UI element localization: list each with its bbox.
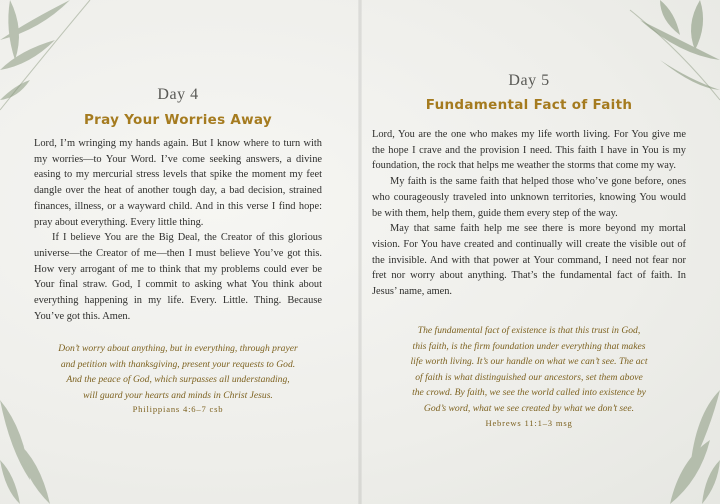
left-page	[34, 0, 322, 504]
scripture-quote	[372, 323, 686, 428]
devotion-body	[34, 136, 322, 324]
verse-line: of faith is what distinguished our ancestors, set them above	[415, 371, 643, 383]
paragraph: Lord, I’m wringing my hands again. But I know where to turn with my worries—to Your Word. I’ve come seeking answers, a divine easing to my mercurial stress levels that spike the moment my feet dangle over the heat of another tough day, a bad decision, strained finances, illness, or a wayward child. And in this verse I find hope: pray about everything. Every little thing.	[34, 138, 322, 228]
devotion-title: Pray Your Worries Away	[83, 112, 273, 128]
verse-line: the crowd. By faith, we see the world called into existence by	[412, 387, 646, 399]
right-page	[372, 0, 686, 504]
verse-line: Don’t worry about anything, but in everything, through prayer	[58, 343, 298, 354]
page-gutter	[358, 0, 362, 504]
devotion-body	[372, 127, 686, 300]
scripture-quote	[34, 341, 322, 414]
verse-line: And the peace of God, which surpasses all understanding,	[66, 374, 290, 386]
paragraph: Lord, You are the one who makes my life worth living. For You give me the hope I crave and the provision I need. This faith I have in You is my foundation, the rock that helps me weather the storms that come my way.	[372, 129, 686, 172]
verse-line: God’s word, what we see created by what we don’t see.	[423, 402, 635, 414]
verse-line: will guard your hearts and minds in Christ Jesus.	[83, 389, 273, 401]
verse-line: The fundamental fact of existence is that this trust in God,	[417, 325, 641, 336]
verse-reference: Hebrews 11:1–3 msg	[485, 417, 573, 428]
verse-line: life worth living. It’s our handle on what we can’t see. The act	[410, 356, 648, 368]
verse-line: this faith, is the firm foundation under everything that makes	[412, 340, 646, 352]
devotion-title: Fundamental Fact of Faith	[425, 97, 633, 113]
paragraph: If I believe You are the Big Deal, the Creator of this glorious universe—the Creator of me—then I must believe You’ve got this. How very arrogant of me to think that my problems could ever be Your final straw. God, I commit to asking what You think about everything happening in my life. Every. Little. Thing. Because You’ve got this. Amen.	[34, 232, 322, 322]
paragraph: May that same faith help me see there is more beyond my mortal vision. For You have created and continually will create the visible out of the invisible. And with that power at Your command, I need not fear nor fret nor worry about anything. That’s the fundamental fact of faith. In Jesus’ name, amen.	[372, 223, 686, 298]
day-label: Day 4	[157, 86, 199, 103]
day-label: Day 5	[508, 72, 550, 89]
verse-line: and petition with thanksgiving, present your requests to God.	[60, 358, 296, 370]
paragraph: My faith is the same faith that helped those who’ve gone before, ones who courageously traveled into unknown territories, knowing You would be with them, help them, guide them every step of the way.	[372, 176, 686, 219]
verse-reference: Philippians 4:6–7 csb	[132, 404, 224, 415]
